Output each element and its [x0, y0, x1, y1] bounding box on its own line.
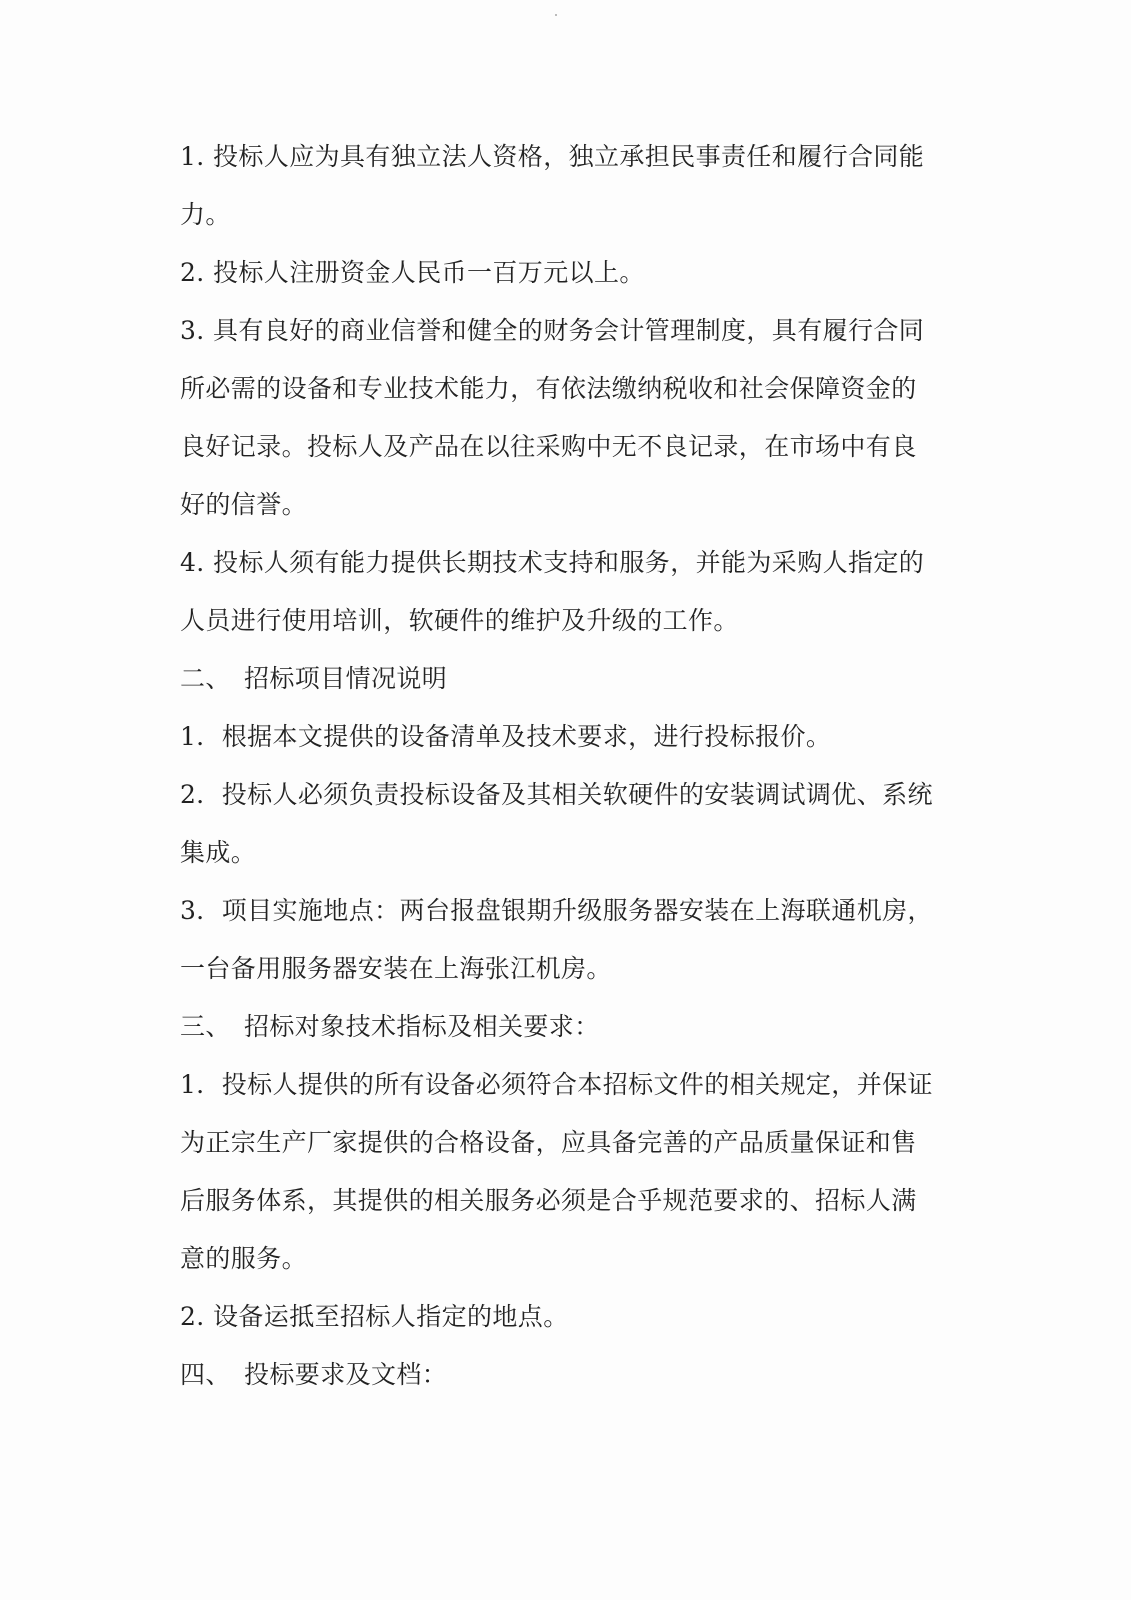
text-line: 所必需的设备和专业技术能力，有依法缴纳税收和社会保障资金的 — [180, 374, 917, 403]
technical-item-2 — [180, 1288, 952, 1346]
text-line: 为正宗生产厂家提供的合格设备，应具备完善的产品质量保证和售 — [180, 1128, 917, 1157]
project-item-1 — [180, 708, 952, 766]
text-line: 力。 — [180, 200, 231, 229]
qualification-item-2 — [180, 244, 952, 302]
heading-text: 招标对象技术指标及相关要求： — [244, 1012, 600, 1041]
heading-number: 二、 — [180, 664, 231, 693]
technical-item-1 — [180, 1056, 952, 1288]
text-line: 2．投标人必须负责投标设备及其相关软硬件的安装调试调优、系统 — [180, 780, 933, 809]
section-heading-bidding — [180, 1346, 952, 1404]
section-heading-project — [180, 650, 952, 708]
heading-text: 投标要求及文档： — [244, 1360, 448, 1389]
section-heading-technical — [180, 998, 952, 1056]
project-item-2 — [180, 766, 952, 882]
text-line: 3. 具有良好的商业信誉和健全的财务会计管理制度，具有履行合同 — [180, 316, 925, 345]
heading-number: 四、 — [180, 1360, 231, 1389]
text-line: 一台备用服务器安装在上海张江机房。 — [180, 954, 612, 983]
text-line: 好的信誉。 — [180, 490, 308, 519]
text-line: 1．投标人提供的所有设备必须符合本招标文件的相关规定，并保证 — [180, 1070, 933, 1099]
text-line: 良好记录。投标人及产品在以往采购中无不良记录，在市场中有良 — [180, 432, 917, 461]
text-line: 1．根据本文提供的设备清单及技术要求，进行投标报价。 — [180, 722, 832, 751]
qualification-item-3 — [180, 302, 952, 534]
qualification-item-4 — [180, 534, 952, 650]
project-item-3 — [180, 882, 952, 998]
text-line: 4. 投标人须有能力提供长期技术支持和服务，并能为采购人指定的 — [180, 548, 925, 577]
text-line: 人员进行使用培训，软硬件的维护及升级的工作。 — [180, 606, 739, 635]
text-line: 2. 投标人注册资金人民币一百万元以上。 — [180, 258, 645, 287]
text-line: 3．项目实施地点：两台报盘银期升级服务器安装在上海联通机房， — [180, 896, 933, 925]
qualification-item-1 — [180, 128, 952, 244]
text-line: 集成。 — [180, 838, 257, 867]
document-body — [180, 128, 952, 1404]
heading-text: 招标项目情况说明 — [244, 664, 448, 693]
heading-number: 三、 — [180, 1012, 231, 1041]
text-line: 2. 设备运抵至招标人指定的地点。 — [180, 1302, 569, 1331]
text-line: 1. 投标人应为具有独立法人资格，独立承担民事责任和履行合同能 — [180, 142, 925, 171]
scan-mark — [555, 14, 557, 16]
text-line: 意的服务。 — [180, 1244, 308, 1273]
text-line: 后服务体系，其提供的相关服务必须是合乎规范要求的、招标人满 — [180, 1186, 917, 1215]
